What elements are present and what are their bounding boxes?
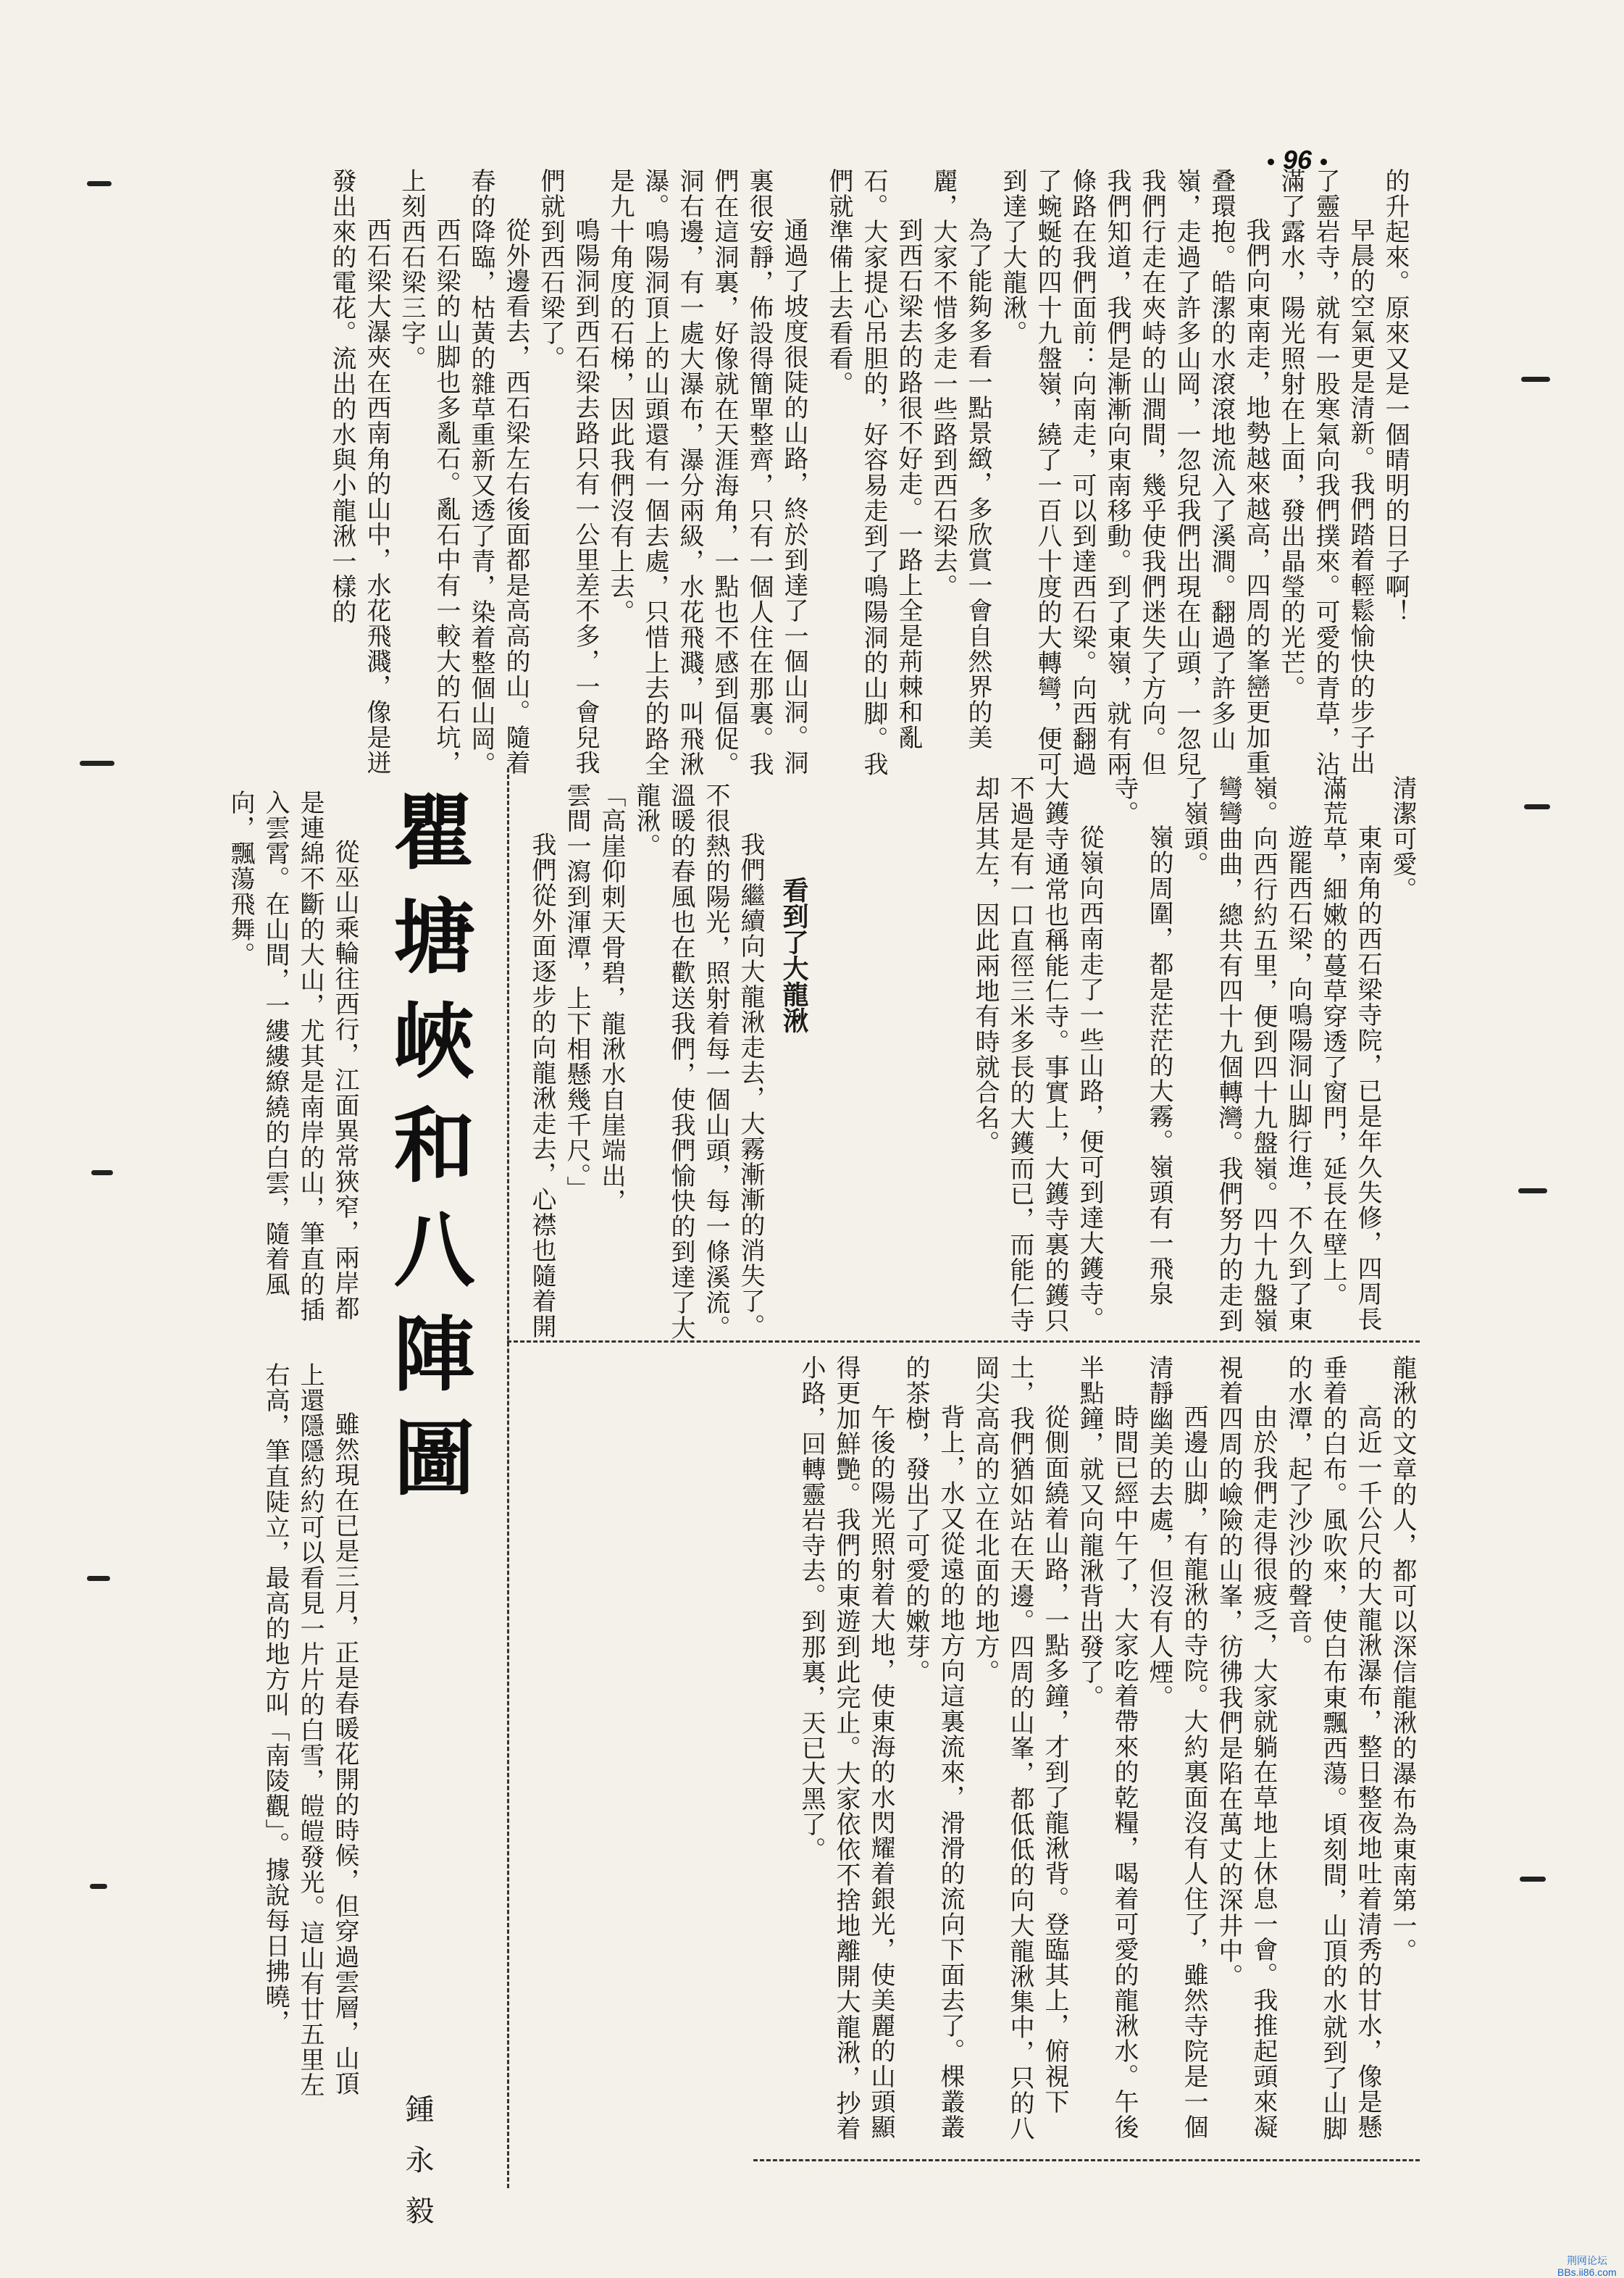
margin-mark (90, 1884, 107, 1889)
paragraph: 遊罷西石梁，向鳴陽洞山脚行進，不久到了東嶺。向西行約五里，便到四十九盤嶺。四十九盤嶺彎彎曲曲，總共有四十九個轉灣。我們努力的走到了嶺頭。 (1179, 775, 1313, 1333)
paragraph: 從嶺向西南走了一些山路，便可到達大鑊寺。大鑊寺通常也稱能仁寺。事實上，大鑊寺裏的鑊只不過是有一口直徑三米多長的大鑊而已，而能仁寺却居其左，因此兩地有時就合名。 (971, 775, 1104, 1333)
paragraph: 從外邊看去，西石梁左右後面都是高高的山。隨着春的降臨，枯黃的雜草重新又透了青，染着整個山岡。 (466, 168, 530, 777)
paragraph: 東南角的西石梁寺院，已是年久失修，四周長滿荒草，細嫩的蔓草穿透了窗門，延長在壁上。 (1318, 775, 1382, 1332)
section-divider (507, 1340, 1420, 1343)
paragraph: 從側面繞着山路，一點多鐘，才到了龍湫背。登臨其上，俯視下土，我們猶如站在天邊。四周的山峯，都低低的向大龍湫集中，只的八岡尖高高的立在北面的地方。 (971, 1355, 1069, 2141)
paragraph: 到西石梁去的路很不好走。一路上全是荊棘和亂石。大家提心吊胆的，好容易走到了鳴陽洞的山脚。我們就準備上去看看。 (824, 168, 923, 777)
paragraph: 午後的陽光照射着大地，使東海的水閃耀着銀光，使美麗的山頭顯得更加鮮艷。我們的東遊到此完止。大家依依不捨地離開大龍湫，抄着小路，回轉靈岩寺去。到那裏，天已大黑了。 (797, 1355, 895, 2141)
footer-site-url: BBs.ii86.com (1557, 2266, 1617, 2278)
margin-mark (1518, 1188, 1547, 1193)
right-bottom-block (652, 1355, 1420, 2145)
poem-quote-line: 雲間一瀉到渾潭，上下相懸幾千尺。」 (562, 783, 591, 1201)
watermark-footer (1557, 2255, 1617, 2278)
margin-mark (87, 1576, 110, 1581)
paragraph: 從巫山乘輪往西行，江面異常狹窄，兩岸都是連綿不斷的大山，尤其是南岸的山，筆直的插入雲霄。在山間，一縷縷繚繞的白雲，隨着風向，飄蕩飛舞。 (226, 790, 359, 1322)
paragraph: 通過了坡度很陡的山路，終於到達了一個山洞。洞裏很安靜，佈設得簡單整齊，只有一個人住在那裏。我們在這洞裏，好像就在天涯海角，一點也不感到偪促。洞右邊，有一處大瀑布，瀑分兩級，水花飛濺，叫飛湫瀑。鳴陽洞頂上的山頭還有一個去處，只惜上去的路全是九十角度的石梯，因此我們沒有上去。 (606, 168, 808, 777)
bottom-divider (753, 2159, 1420, 2161)
middle-middle-block (522, 783, 768, 1362)
paragraph: 西石梁大瀑夾在西南角的山中，水花飛濺，像是迸發出來的電花。流出的水與小龍湫一樣的 (327, 168, 391, 775)
margin-mark (1521, 377, 1550, 382)
page-number-text: 96 (1283, 145, 1313, 175)
margin-mark (1524, 804, 1550, 809)
page-number-dot-left (1268, 159, 1274, 165)
footer-site-name: 荆网论坛 (1566, 2255, 1607, 2266)
paragraph: 西石梁的山脚也多亂石。亂石中有一較大的石坑，上刻西石梁三字。 (397, 168, 461, 775)
paragraph: 龍湫的文章的人，都可以深信龍湫的瀑布為東南第一。 (1388, 1355, 1417, 1964)
paragraph: 背上，水又從遠的地方向這裏流來，滑滑的流向下面去了。棵叢叢的茶樹，發出了可愛的嫩芽。 (901, 1355, 965, 2140)
article-title: 瞿塘峽和八陣圖 (380, 790, 474, 1520)
left-top-block (174, 790, 362, 1340)
section-subheading: 看到了大龍湫 (779, 877, 808, 1033)
paragraph: 我們向東南走，地勢越來越高，四周的峯巒更加重叠環抱。皓潔的水滾滾地流入了溪澗。翻過了許多山嶺，走過了許多山岡，一忽兒我們出現在山頭，一忽兒我們行走在夾峙的山澗間，幾乎使我們迷失了方向。但我們知道，我們是漸漸向東南移動。到了東嶺，就有兩條路在我們面前：向南走，可以到達西石梁。向西翻過了蜿蜒的四十九盤嶺，繞了一百八十度的大轉彎，便可到達了大龍湫。 (998, 168, 1271, 777)
margin-mark (87, 181, 112, 186)
paragraph: 嶺的周圍，都是茫茫的大霧。嶺頭有一飛泉寺。 (1110, 775, 1173, 1306)
paragraph: 高近一千公尺的大龍湫瀑布，整日整夜地吐着清秀的甘水，像是懸垂着的白布。風吹來，使白布東飄西蕩。頃刻間，山頂的水就到了山脚的水潭，起了沙沙的聲音。 (1284, 1355, 1382, 2141)
page-number-dot-right (1320, 159, 1327, 165)
paragraph: 雖然現在已是三月，正是春暖花開的時候，但穿過雲層，山頂上還隱隱約約可以看見一片片的白雪，皚皚發光。這山有廿五里左右高，筆直陡立，最高的地方叫「南陵觀」。據說每日拂曉， (261, 1362, 359, 2098)
left-bottom-block (174, 1362, 362, 2116)
paragraph: 由於我們走得很疲乏，大家就躺在草地上休息一會。我推起頭來凝視着四周的嶮險的山峯，彷彿我們是陷在萬丈的深井中。 (1214, 1355, 1278, 2140)
margin-mark (80, 761, 114, 766)
paragraph: 鳴陽洞到西石梁去路只有一公里差不多，一會兒我們就到西石梁了。 (536, 168, 600, 775)
margin-mark (91, 1170, 113, 1175)
paragraph: 我們繼續向大龍湫走去，大霧漸漸的消失了。不很熱的陽光，照射着每一個山頭，每一條溪流。溫暖的春風也在歡送我們，使我們愉快的到達了大龍湫。 (632, 783, 765, 1340)
paragraph: 的升起來。原來又是一個晴明的日子啊！ (1381, 168, 1410, 625)
poem-quote-line: 「高崖仰刺天骨碧，龍湫水自崖端出， (597, 783, 626, 1214)
margin-mark (1520, 1877, 1546, 1882)
column-divider (507, 768, 509, 2188)
paragraph: 我們從外面逐步的向龍湫走去，心襟也隨着開 (527, 832, 556, 1339)
article-author: 鍾永毅 (401, 2094, 434, 2246)
paragraph: 西邊山脚，有龍湫的寺院。大約裏面沒有人住了，雖然寺院是一個清靜幽美的去處，但沒有人煙。 (1144, 1355, 1208, 2140)
paragraph: 清潔可愛。 (1388, 775, 1417, 902)
paragraph: 早晨的空氣更是清新。我們踏着輕鬆愉快的步子出了靈岩寺，就有一股寒氣向我們撲來。可愛的青草，沾滿了露水，陽光照射在上面，發出晶瑩的光芒。 (1276, 168, 1375, 777)
paragraph: 為了能夠多看一點景緻，多欣賞一會自然界的美麗，大家不惜多走一些路到西石梁去。 (929, 168, 992, 750)
middle-top-block (174, 168, 811, 791)
right-middle-block (840, 775, 1420, 1355)
paragraph: 時間已經中午了，大家吃着帶來的乾糧，喝着可愛的龍湫水。午後半點鐘，就又向龍湫背出發了。 (1075, 1355, 1139, 2140)
right-top-block (819, 168, 1412, 791)
